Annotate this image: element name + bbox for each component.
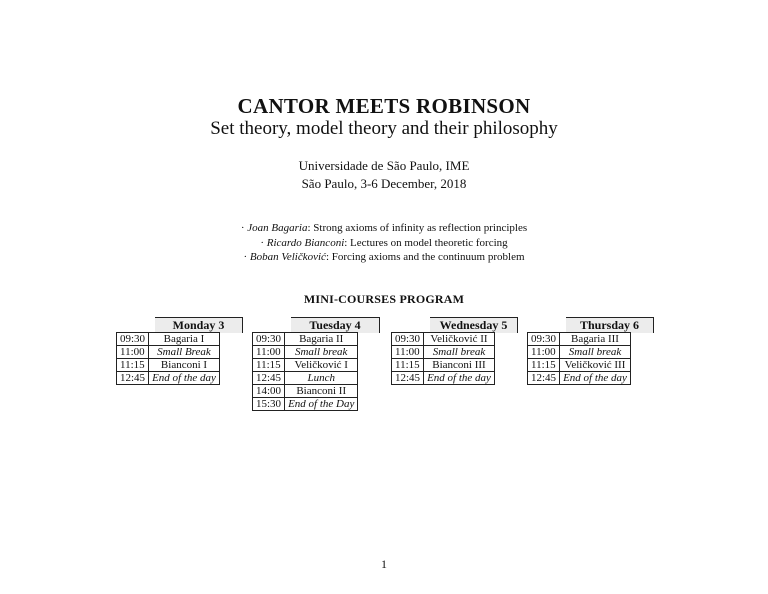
event-cell: Veličković III <box>560 359 631 372</box>
table-row <box>253 385 358 398</box>
table-row <box>253 359 358 372</box>
table-row <box>117 372 220 385</box>
day-table <box>527 332 631 385</box>
event-cell: End of the day <box>149 372 220 385</box>
table-row <box>117 333 220 346</box>
time-cell: 12:45 <box>392 372 424 385</box>
event-cell: Bianconi I <box>149 359 220 372</box>
document-title: CANTOR MEETS ROBINSON <box>237 94 531 118</box>
time-cell: 12:45 <box>253 372 285 385</box>
day-header: Wednesday 5 <box>430 317 518 333</box>
course-topic: : Forcing axioms and the continuum problem <box>325 251 525 263</box>
time-cell: 11:00 <box>253 346 285 359</box>
event-cell: End of the Day <box>285 398 358 411</box>
event-cell: Small break <box>285 346 358 359</box>
table-row <box>392 372 495 385</box>
day-header: Thursday 6 <box>566 317 654 333</box>
course-list <box>0 221 768 265</box>
time-cell: 11:15 <box>528 359 560 372</box>
course-item: · Joan Bagaria: Strong axioms of infinity as reflection principles <box>240 222 528 234</box>
table-row <box>253 372 358 385</box>
time-cell: 09:30 <box>528 333 560 346</box>
day-table <box>116 332 220 385</box>
event-cell: Bagaria II <box>285 333 358 346</box>
time-cell: 09:30 <box>253 333 285 346</box>
course-speaker: Boban Veličković <box>249 251 326 263</box>
table-row <box>117 359 220 372</box>
program-heading: MINI-COURSES PROGRAM <box>303 292 465 306</box>
event-cell: Veličković II <box>424 333 495 346</box>
event-cell: Small break <box>560 346 631 359</box>
time-cell: 11:00 <box>392 346 424 359</box>
time-cell: 09:30 <box>117 333 149 346</box>
course-topic: : Strong axioms of infinity as reflection principles <box>307 222 528 234</box>
table-row <box>392 333 495 346</box>
day-table <box>391 332 495 385</box>
event-cell: Bianconi II <box>285 385 358 398</box>
event-cell: Bagaria I <box>149 333 220 346</box>
time-cell: 09:30 <box>392 333 424 346</box>
event-cell: Bianconi III <box>424 359 495 372</box>
event-cell: Veličković I <box>285 359 358 372</box>
day-table <box>252 332 358 411</box>
time-cell: 11:15 <box>117 359 149 372</box>
day-header: Tuesday 4 <box>291 317 380 333</box>
event-cell: Small Break <box>149 346 220 359</box>
table-row <box>117 346 220 359</box>
time-cell: 12:45 <box>117 372 149 385</box>
page-number: 1 <box>381 557 387 571</box>
time-cell: 11:00 <box>117 346 149 359</box>
table-row <box>392 346 495 359</box>
institution: Universidade de São Paulo, IME <box>298 158 470 173</box>
table-row <box>392 359 495 372</box>
course-speaker: Joan Bagaria <box>247 222 308 234</box>
course-speaker: Ricardo Bianconi <box>266 236 345 249</box>
time-cell: 11:15 <box>392 359 424 372</box>
table-row <box>528 333 631 346</box>
table-row <box>528 346 631 359</box>
event-cell: Lunch <box>285 372 358 385</box>
time-cell: 11:15 <box>253 359 285 372</box>
time-cell: 11:00 <box>528 346 560 359</box>
place-and-date: São Paulo, 3-6 December, 2018 <box>301 176 467 191</box>
document-subtitle: Set theory, model theory and their philosophy <box>210 118 558 139</box>
table-row <box>253 346 358 359</box>
day-header: Monday 3 <box>155 317 243 333</box>
time-cell: 14:00 <box>253 385 285 398</box>
course-topic: : Lectures on model theoretic forcing <box>344 236 508 249</box>
course-item: · Boban Veličković: Forcing axioms and the continuum problem <box>243 251 525 263</box>
event-cell: Bagaria III <box>560 333 631 346</box>
course-item: · Ricardo Bianconi: Lectures on model theoretic forcing <box>260 236 508 249</box>
event-cell: Small break <box>424 346 495 359</box>
event-cell: End of the day <box>560 372 631 385</box>
table-row <box>528 359 631 372</box>
event-cell: End of the day <box>424 372 495 385</box>
time-cell: 12:45 <box>528 372 560 385</box>
table-row <box>253 398 358 411</box>
table-row <box>528 372 631 385</box>
time-cell: 15:30 <box>253 398 285 411</box>
table-row <box>253 333 358 346</box>
